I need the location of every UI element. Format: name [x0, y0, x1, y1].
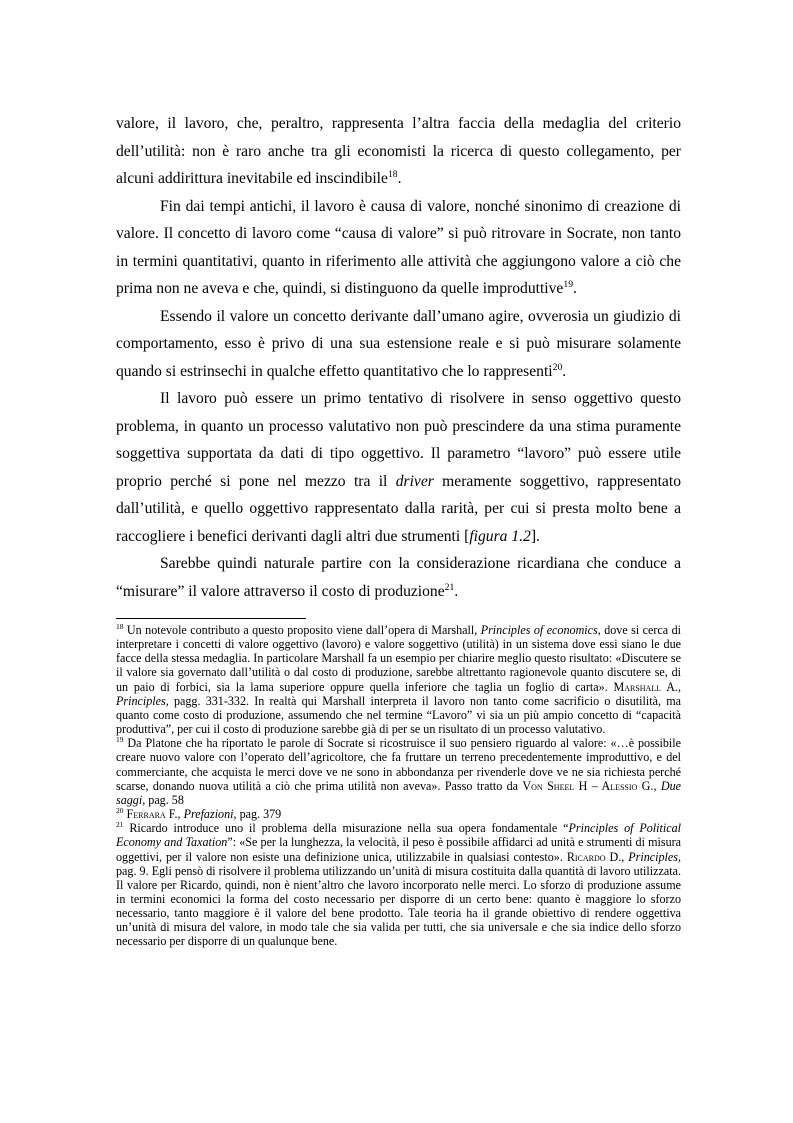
driver-term: driver	[395, 472, 434, 490]
footnote-21: $^{21}$ Ricardo introduce uno il problema della misurazione nella sua opera fondamentale “Principles of Political Economy and Taxation”: «Se per la lunghezza, la velocità, il peso è possibile affidarci ad unità e strumenti di misura oggettivi, per il valore non esiste una definizione unica, utilizzabile in qualsiasi contesto». Ricardo D., Principles, pag. 9. Egli pensò di risolvere il problema utilizzando un’unità di misura costituita dalla quantità di lavoro utilizzata. Il valore per Ricardo, quindi, non è nient’altro che lavoro incorporato nelle merci. Lo sforzo di produzione assume in termini economici la forma del costo necessario per disporre di un certo bene: quanto è maggiore lo sforzo necessario, tanto maggiore è il valore del bene prodotto. Tale teoria ha il grande obiettivo di rendere oggettiva un’unità di misura del valore, in modo tale che sia valida per tutti, che sia universale e che sia indice dello sforzo necessario per disporre di un qualunque bene.	[116, 820, 682, 949]
paragraph-1: valore, il lavoro, che, peraltro, rappresenta l’altra faccia della medaglia del criterio dell’utilità: non è raro anche tra gli economisti la ricerca di questo collegamento, per alcuni addirittura inevitabile ed inscindibile$^{18}$.	[116, 115, 681, 187]
author-name: Ricardo D.	[566, 849, 622, 864]
footnote-20: $^{20}$ Ferrara F., Prefazioni, pag. 379	[116, 806, 282, 822]
body-text	[116, 110, 681, 605]
footnote-number: 21	[116, 820, 124, 830]
figure-reference[interactable]: figura 1.2	[469, 527, 531, 545]
paragraph-2: Fin dai tempi antichi, il lavoro è causa di valore, nonché sinonimo di creazione di valore. Il concetto di lavoro come “causa di valore” si può ritrovare in Socrate, non tanto in termini quantitativi, quanto in riferimento alle attività che aggiungono valore a ciò che prima non ne aveva e che, quindi, si distinguono da quelle improduttive$^{19}$.	[116, 197, 681, 297]
footnote-number: 18	[116, 621, 124, 631]
footnote-ref-20[interactable]: 20	[552, 361, 563, 373]
footnote-ref-21[interactable]: 21	[444, 581, 455, 593]
author-name: Marshall A.	[613, 679, 678, 694]
paragraph-4: Il lavoro può essere un primo tentativo di risolvere in senso oggettivo questo problema, in quanto un processo valutativo non può prescindere da una stima puramente soggettiva supportata da dati di tipo oggettivo. Il parametro “lavoro” può essere utile proprio perché si pone nel mezzo tra il driver meramente soggettivo, rappresentato dall’utilità, e quello oggettivo rappresentato dalla rarità, per cui si presta molto bene a raccogliere i benefici derivanti dagli altri due strumenti [figura 1.2].	[116, 390, 681, 545]
footnotes	[116, 623, 681, 949]
author-name: Von Sheel H – Alessio G.	[522, 778, 654, 793]
footnote-ref-18[interactable]: 18	[387, 168, 398, 180]
author-name: Ferrara F.	[126, 807, 178, 822]
paragraph-5: Sarebbe quindi naturale partire con la considerazione ricardiana che conduce a “misurare” il valore attraverso il costo di produzione$^{21}$.	[116, 555, 681, 600]
paragraph-3: Essendo il valore un concetto derivante dall’umano agire, ovverosia un giudizio di comportamento, esso è privo di una sua estensione reale e si può misurare solamente quando si estrinsechi in qualche effetto quantitativo che lo rappresenti$^{20}$.	[116, 307, 681, 380]
footnote-ref-19[interactable]: 19	[563, 278, 574, 290]
footnote-number: 20	[116, 806, 124, 815]
footnote-number: 19	[116, 735, 124, 745]
footnote-18: $^{18}$ Un notevole contributo a questo proposito viene dall’opera di Marshall, Principles of economics, dove si cerca di interpretare i concetti di valore oggettivo (lavoro) e valore soggettivo (utilità) in un sistema dove essi siano le due facce della stessa medaglia. In particolare Marshall fa un esempio per chiarire meglio questo risultato: «Discutere se il valore sia governato dall’utilità o dal costo di produzione, sarebbe altrettanto ragionevole quanto discutere se, di un paio di forbici, sia la lama superiore oppure quella inferiore che taglia un foglio di carta». Marshall A., Principles, pagg. 331-332. In realtà qui Marshall interpreta il lavoro non tanto come sacrificio o disutilità, ma quanto come costo di produzione, assumendo che nel termine “Lavoro” vi sia un più ampio concetto di “capacità produttiva”, per cui il costo di produzione sarebbe già di per se un risultato di un processo valutativo.	[116, 621, 681, 737]
footnote-separator	[116, 618, 306, 619]
footnote-19: $^{19}$ Da Platone che ha riportato le parole di Socrate si ricostruisce il suo pensiero riguardo al valore: «…è possibile creare nuovo valore con l’operato dell’agricoltore, che fa fruttare un terreno precedentemente improduttivo, e del commerciante, che acquista le merci dove ve ne sono in abbondanza per rivenderle dove ve ne sia richiesta perché scarse, donando nuova utilità a ciò che prima utilità non aveva». Passo tratto da Von Sheel H – Alessio G., Due saggi, pag. 58	[116, 735, 682, 807]
